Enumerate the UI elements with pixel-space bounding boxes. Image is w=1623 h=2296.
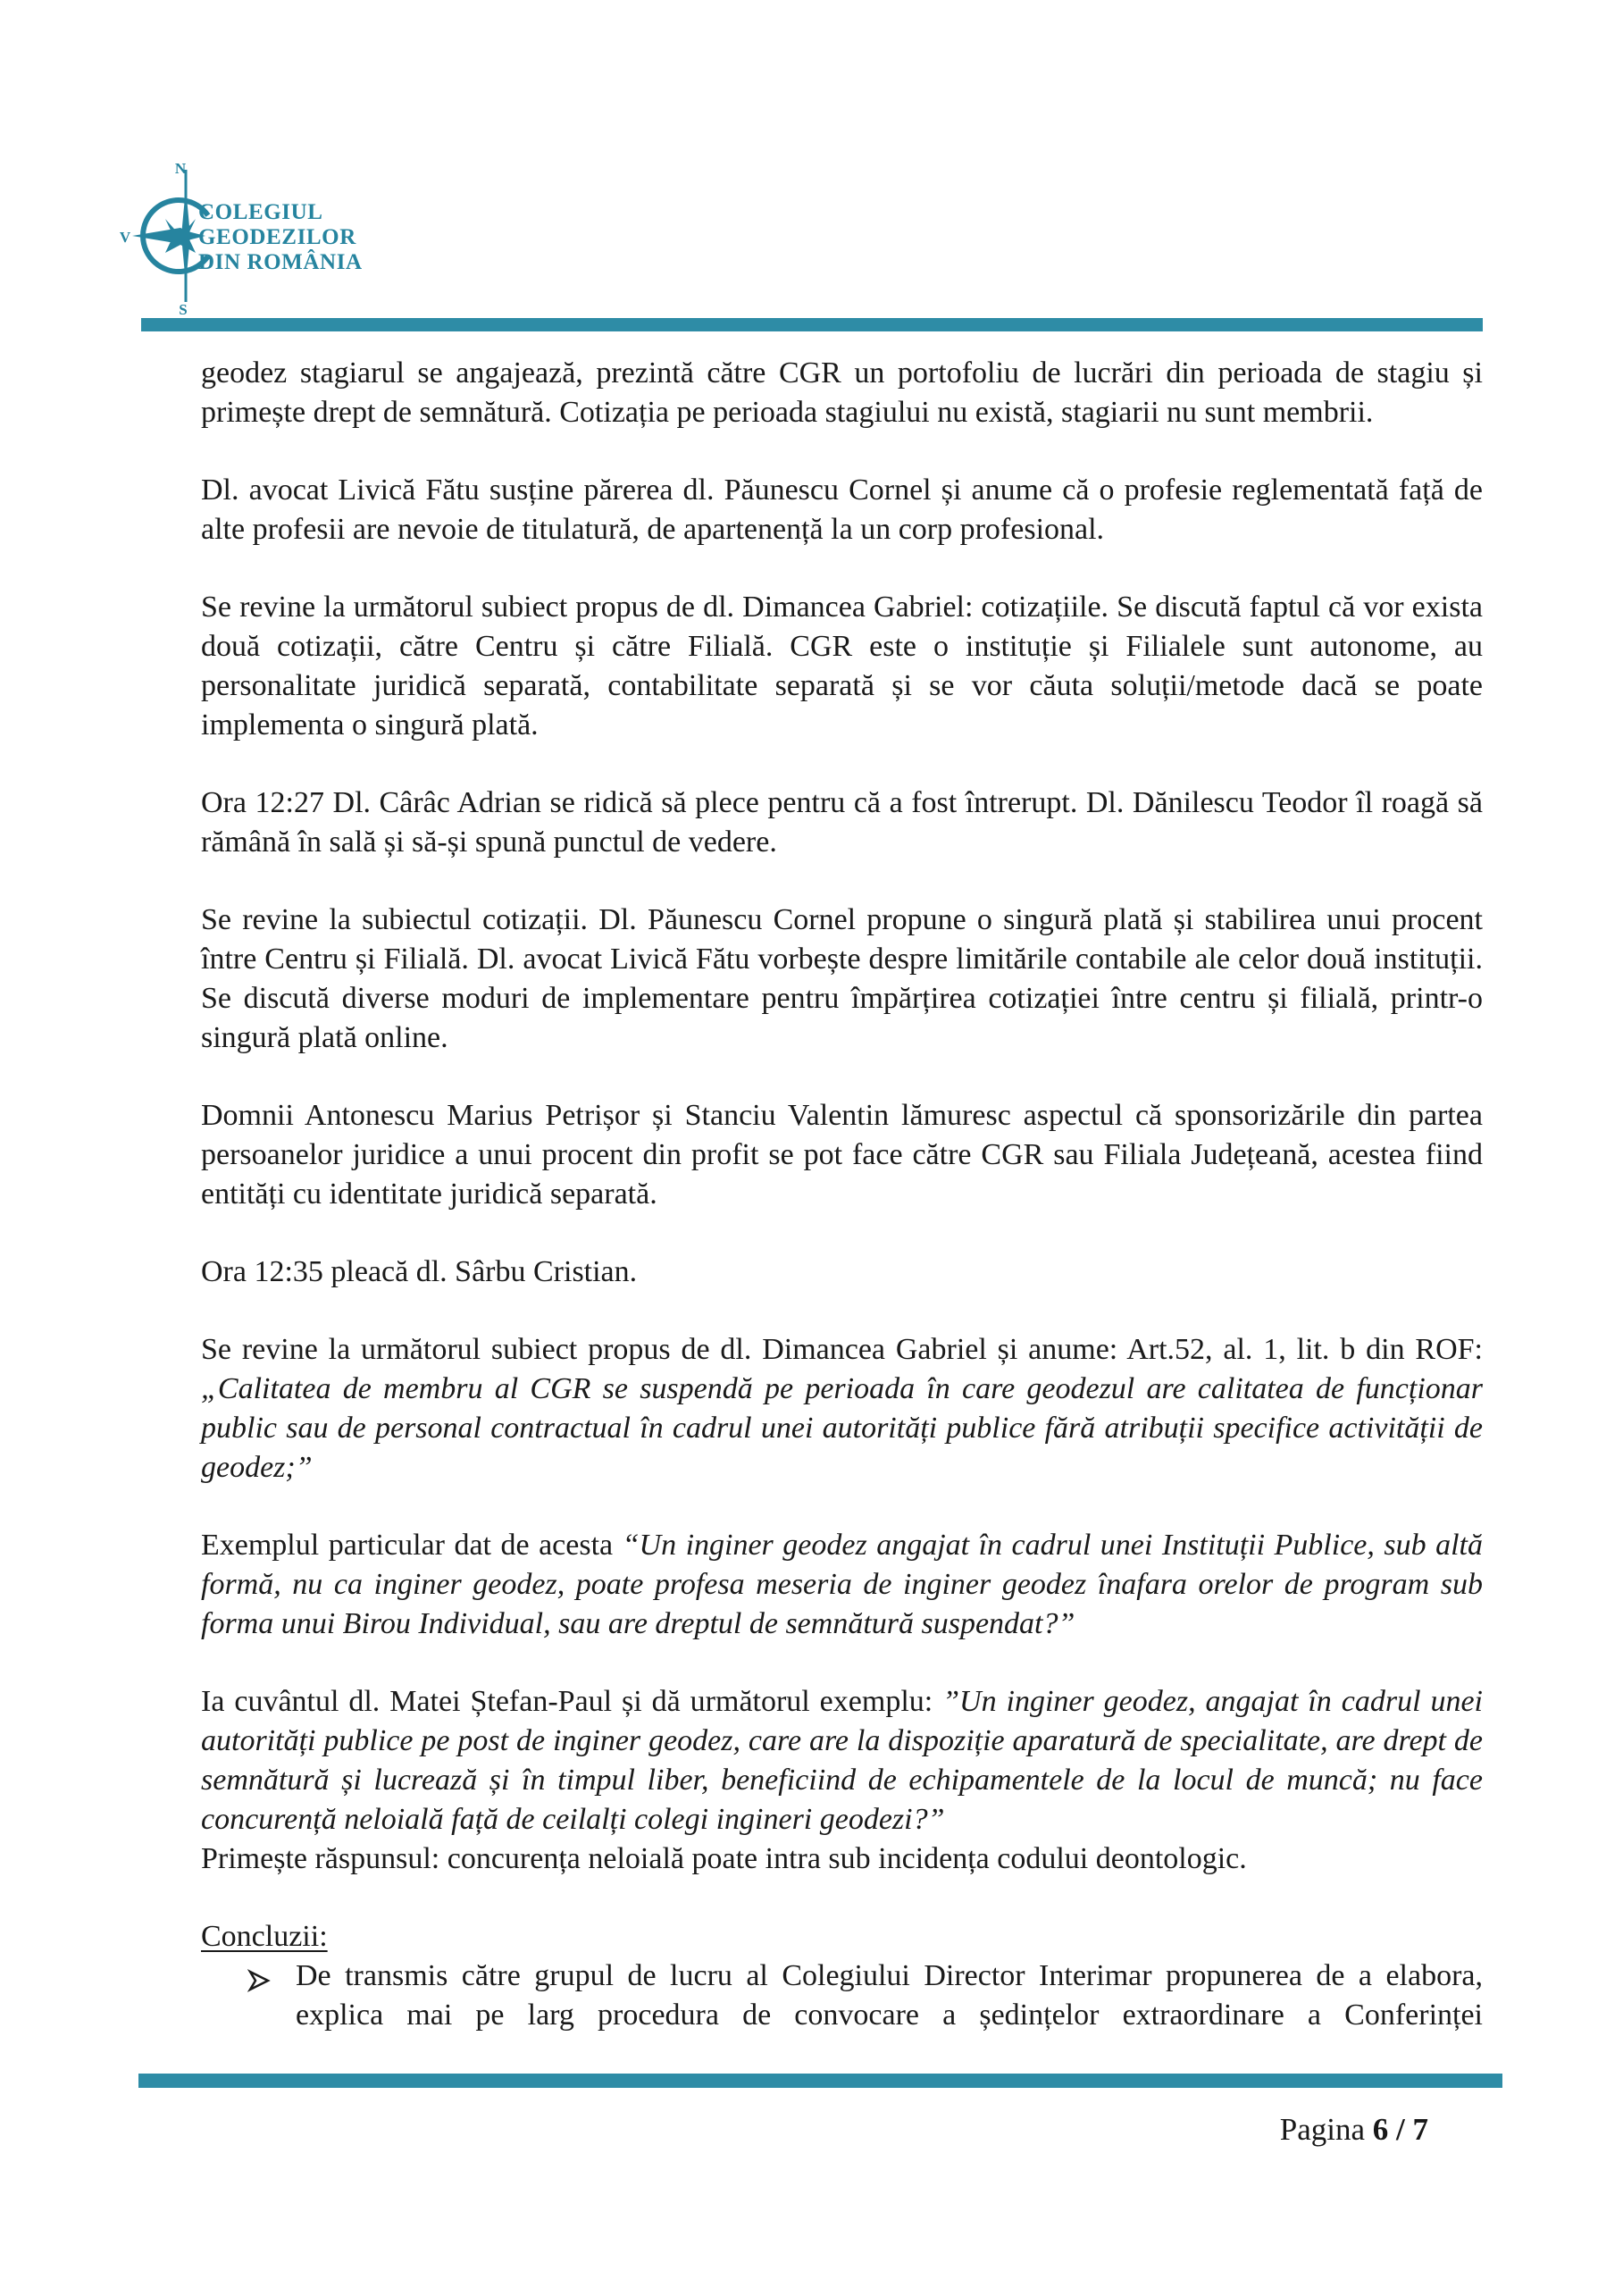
text-run: Dl. avocat Livică Fătu susține părerea dl. Păunescu Cornel și anume că o profesie reglementată față de alte profesii are nevoie de titulatură, de apartenență la un corp profesional. <box>201 473 1483 546</box>
bullet-text <box>296 1957 1483 2035</box>
text-run: Exemplul particular dat de acesta <box>201 1529 623 1562</box>
conclusion-bullet-1 <box>247 1957 1483 2035</box>
paragraph-cotizatiile <box>201 588 1483 745</box>
paragraph-stagiar <box>201 354 1483 432</box>
text-run: Se revine la următorul subiect propus de dl. Dimancea Gabriel și anume: Art.52, al. 1, lit. b din ROF: <box>201 1333 1483 1366</box>
footer-rule <box>138 2074 1502 2088</box>
compass-letter-west: V <box>119 229 131 246</box>
document-body <box>201 354 1483 2035</box>
org-name-line-1: COLEGIUL <box>198 200 323 224</box>
page-footer-label: Pagina <box>1279 2112 1366 2147</box>
text-run: Ia cuvântul dl. Matei Ștefan-Paul și dă următorul exemplu: <box>201 1685 943 1718</box>
paragraph-raspuns <box>201 1839 1483 1879</box>
paragraph-ora-1235 <box>201 1253 1483 1292</box>
paragraph-art52 <box>201 1330 1483 1487</box>
text-run: Se revine la următorul subiect propus de dl. Dimancea Gabriel: cotizațiile. Se discută faptul că vor exista două cotizații, către Centru și către Filială. CGR este o instituție și Filialele sunt autonome, au personalitate juridică separată, contabilitate separată și se vor căuta soluții/metode dacă se poate implementa o singură plată. <box>201 591 1483 742</box>
org-name-line-3: DIN ROMÂNIA <box>198 250 363 274</box>
text-run: “Un inginer geodez angajat în cadrul unei Instituții Publice, sub altă formă, nu ca inginer geodez, poate profesa meseria de inginer geodez înafara orelor de program sub forma unui Birou Individual, sau are dreptul de semnătură suspendat?” <box>201 1529 1484 1640</box>
header-rule <box>141 318 1483 331</box>
page-number: 6 / 7 <box>1372 2112 1428 2147</box>
paragraph-exemplu-particular <box>201 1526 1483 1644</box>
text-run: De transmis către grupul de lucru al Colegiului Director Interimar propunerea de a elabora, explica mai pe larg procedura de convocare a ședințelor extraordinare a Conferinței <box>296 1959 1483 2032</box>
paragraph-livica-fatu <box>201 471 1483 549</box>
text-run: geodez stagiarul se angajează, prezintă către CGR un portofoliu de lucrări din perioada de stagiu și primește drept de semnătură. Cotizația pe perioada stagiului nu există, stagiarii nu sunt membrii. <box>201 356 1483 429</box>
paragraph-matei-stefan-paul <box>201 1682 1483 1839</box>
text-run: ”Un inginer geodez, angajat în cadrul unei autorități publice pe post de inginer geodez, care are la dispoziție aparatură de specialitate, are drept de semnătură și lucrează și în timpul liber, beneficiind de echipamentele de la locul de muncă; nu face concurență neloială față de ceilalți colegi ingineri geodezi?” <box>201 1685 1483 1836</box>
compass-letter-north: N <box>174 160 187 177</box>
text-run: Se revine la subiectul cotizații. Dl. Păunescu Cornel propune o singură plată și stabilirea unui procent între Centru și Filială. Dl. avocat Livică Fătu vorbește despre limitările contabile ale celor două instituții. Se discută diverse moduri de implementare pentru împărțirea cotizației între centru și filială, printr-o singură plată online. <box>201 903 1483 1054</box>
paragraph-sponsorizari <box>201 1096 1483 1214</box>
compass-letter-south: S <box>179 301 188 318</box>
text-run: Domnii Antonescu Marius Petrișor și Stanciu Valentin lămuresc aspectul că sponsorizările din partea persoanelor juridice a unui procent din profit se pot face către CGR sau Filiala Județeană, acestea fiind entități cu identitate juridică separată. <box>201 1099 1483 1211</box>
org-name-line-2: GEODEZILOR <box>198 225 356 249</box>
conclusions-heading-text: Concluzii: <box>201 1920 328 1953</box>
bullet-arrow-icon <box>247 1964 276 2035</box>
page-footer <box>1280 2112 1428 2148</box>
paragraph-subiect-cotizatii <box>201 901 1483 1058</box>
text-run: „Calitatea de membru al CGR se suspendă pe perioada în care geodezul are calitatea de funcționar public sau de personal contractual în cadrul unei autorități publice fără atribuții specifice activității de geodez;” <box>201 1372 1483 1484</box>
text-run: Ora 12:35 pleacă dl. Sârbu Cristian. <box>201 1255 638 1288</box>
text-run: Ora 12:27 Dl. Cârâc Adrian se ridică să plece pentru că a fost întrerupt. Dl. Dănilescu Teodor îl roagă să rămână în sală și să-și spună punctul de vedere. <box>201 786 1483 859</box>
conclusions-heading <box>201 1917 1483 1957</box>
org-name <box>198 200 363 275</box>
paragraph-ora-1227 <box>201 783 1483 862</box>
text-run: Primește răspunsul: concurența neloială poate intra sub incidența codului deontologic. <box>201 1842 1247 1875</box>
